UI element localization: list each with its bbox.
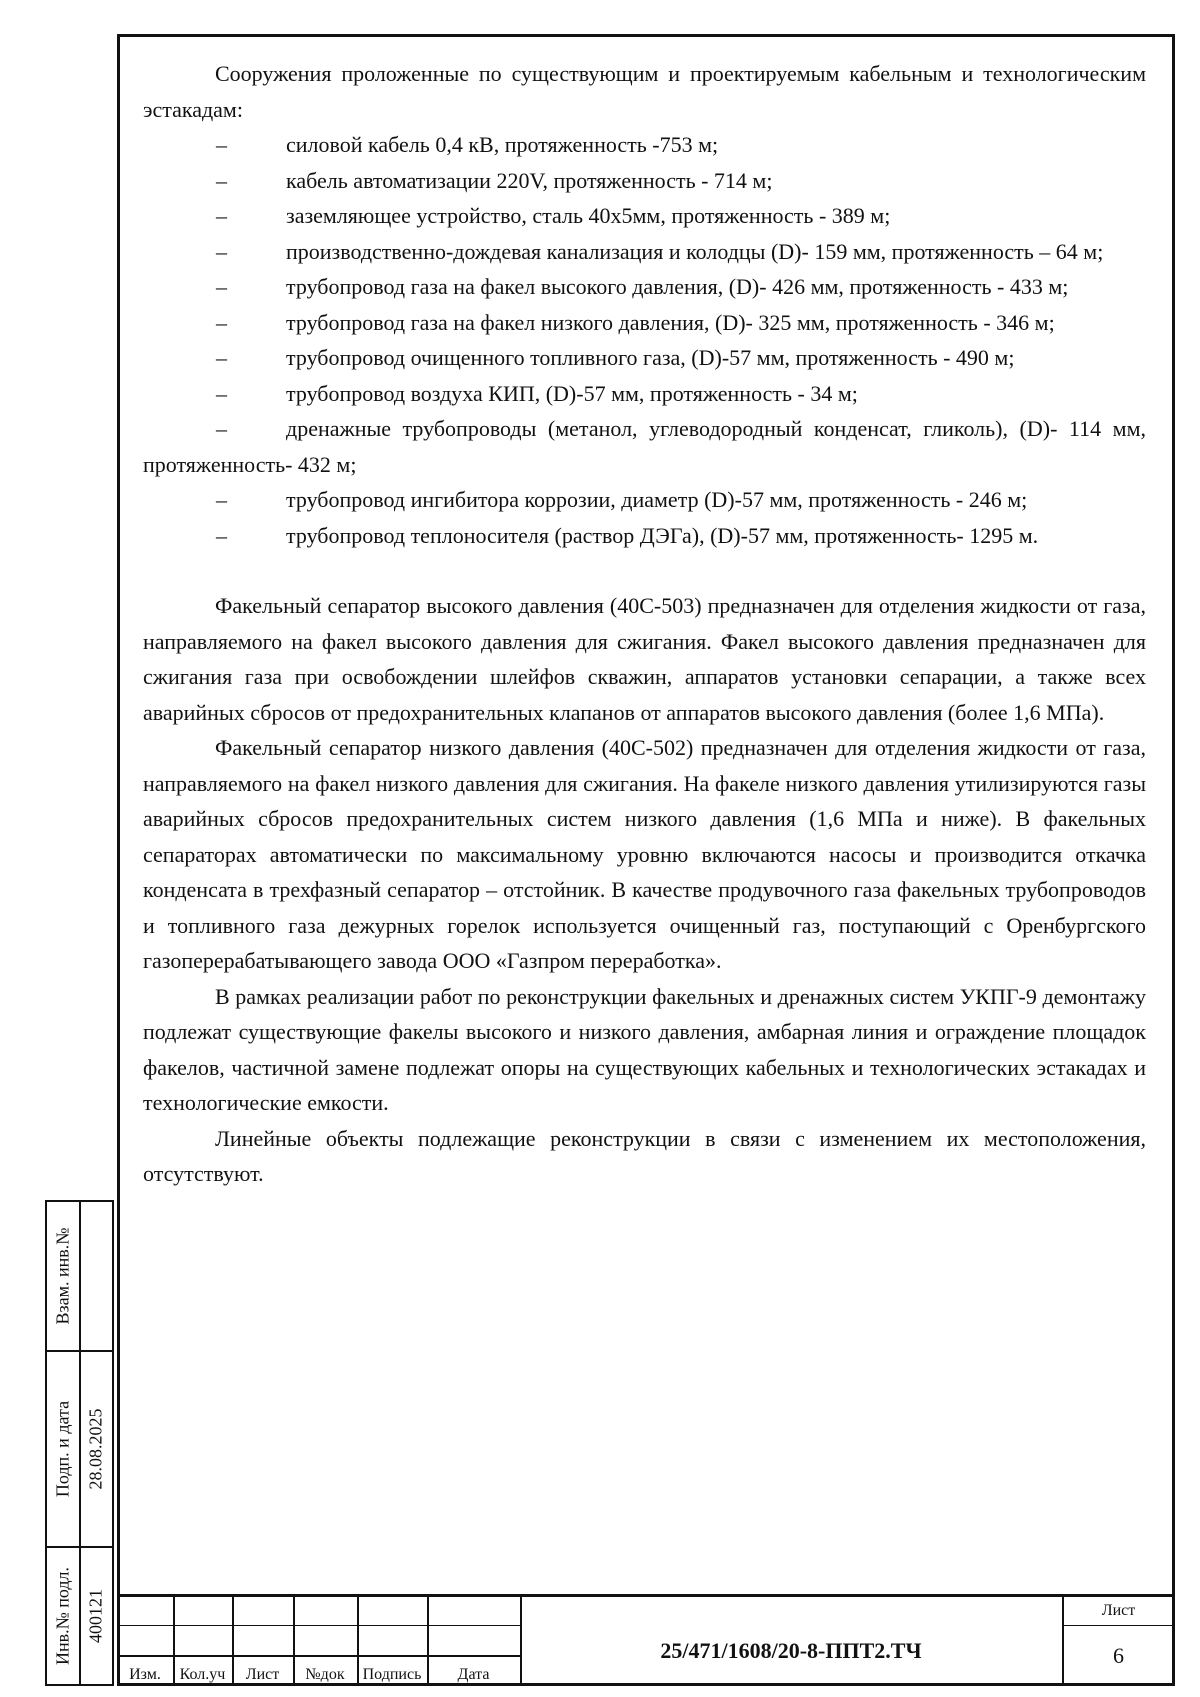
- header-list: Лист: [245, 1666, 280, 1683]
- stamp-inv-label: Инв.№ подл.: [52, 1566, 73, 1666]
- header-kol-uch: Кол.уч: [179, 1666, 226, 1683]
- paragraph: Факельный сепаратор высокого давления (40С-503) предназначен для отделения жидкости от газа, направляемого на факел высокого давления для сжигания. Факел высокого давления предназначен для сжигания газа при освобождении шлейфов скважин, аппаратов установки сепарации, а также всех аварийных сбросов от предохранительных клапанов от аппаратов высокого давления (более 1,6 МПа).: [143, 593, 1146, 725]
- list-item: – трубопровод воздуха КИП, (D)-57 мм, протяженность - 34 м;: [143, 376, 1146, 412]
- list-item: – трубопровод газа на факел высокого давления, (D)- 426 мм, протяженность - 433 м;: [143, 269, 1146, 305]
- stamp-vzam-inv: [45, 1200, 114, 1352]
- list-dash: –: [216, 238, 227, 264]
- sheet-number: 6: [1113, 1642, 1124, 1668]
- stamp-vzam-label: Взам. инв.№: [52, 1227, 73, 1325]
- list-item: – трубопровод газа на факел низкого давления, (D)- 325 мм, протяженность - 346 м;: [143, 305, 1146, 341]
- list-dash: –: [216, 203, 227, 228]
- header-izm: Изм.: [129, 1666, 161, 1683]
- document-code: 25/471/1608/20-8-ППТ2.ТЧ: [660, 1637, 922, 1663]
- list-item: – трубопровод очищенного топливного газа, (D)-57 мм, протяженность - 490 м;: [143, 340, 1146, 376]
- header-podpis: Подпись: [362, 1666, 422, 1683]
- stamp-podp-value: 28.08.2025: [85, 1408, 106, 1490]
- list-dash: –: [216, 416, 227, 441]
- paragraph: Сооружения проложенные по существующим и проектируемым кабельным и технологическим эстакадам:: [143, 61, 1146, 122]
- list-item: – трубопровод теплоносителя (раствор ДЭГа), (D)-57 мм, протяженность- 1295 м.: [143, 518, 1146, 554]
- structures-list: [143, 127, 1146, 553]
- list-dash: –: [216, 522, 227, 548]
- stamp-inv-value: 400121: [85, 1589, 106, 1643]
- list-dash: –: [216, 132, 227, 157]
- stamp-inv-podl: [45, 1546, 114, 1686]
- list-item: – заземляющее устройство, сталь 40х5мм, протяженность - 389 м;: [143, 198, 1146, 234]
- list-item: – кабель автоматизации 220V, протяженность - 714 м;: [143, 163, 1146, 199]
- list-dash: –: [216, 487, 227, 512]
- list-item: – трубопровод ингибитора коррозии, диаметр (D)-57 мм, протяженность - 246 м;: [143, 482, 1146, 518]
- header-data: Дата: [457, 1666, 490, 1683]
- stamp-podp-data: [45, 1350, 114, 1548]
- paragraph: Факельный сепаратор низкого давления (40С-502) предназначен для отделения жидкости от газа, направляемого на факел низкого давления для сжигания. На факеле низкого давления утилизируются газы аварийных сбросов предохранительных систем низкого давления (1,6 МПа и ниже). В факельных сепараторах автоматически по максимальному уровню включаются насосы и производится откачка конденсата в трехфазный сепаратор – отстойник. В качестве продувочного газа факельных трубопроводов и топливного газа дежурных горелок используется очищенный газ, поступающий с Оренбургского газоперерабатывающего завода ООО «Газпром переработка».: [143, 735, 1146, 973]
- list-dash: –: [216, 345, 227, 370]
- document-body: [143, 56, 1146, 1192]
- list-item: – силовой кабель 0,4 кВ, протяженность -753 м;: [143, 127, 1146, 163]
- list-item: – дренажные трубопроводы (метанол, углеводородный конденсат, гликоль), (D)- 114 мм, протяженность- 432 м;: [143, 411, 1146, 482]
- stamp-podp-label: Подп. и дата: [52, 1400, 73, 1498]
- title-block: [117, 1594, 1175, 1686]
- paragraph: В рамках реализации работ по реконструкции факельных и дренажных систем УКПГ-9 демонтажу подлежат существующие факелы высокого и низкого давления, амбарная линия и ограждение площадок факелов, частичной замене подлежат опоры на существующих кабельных и технологических эстакадах и технологические емкости.: [143, 983, 1146, 1115]
- list-dash: –: [216, 380, 227, 406]
- list-dash: –: [216, 274, 227, 299]
- header-ndok: №док: [305, 1666, 345, 1683]
- sheet-label: Лист: [1101, 1602, 1136, 1619]
- list-item: – производственно-дождевая канализация и колодцы (D)- 159 мм, протяженность – 64 м;: [143, 234, 1146, 270]
- list-dash: –: [216, 167, 227, 193]
- list-dash: –: [216, 309, 227, 335]
- paragraph: Линейные объекты подлежащие реконструкции в связи с изменением их местоположения, отсутствуют.: [143, 1125, 1146, 1186]
